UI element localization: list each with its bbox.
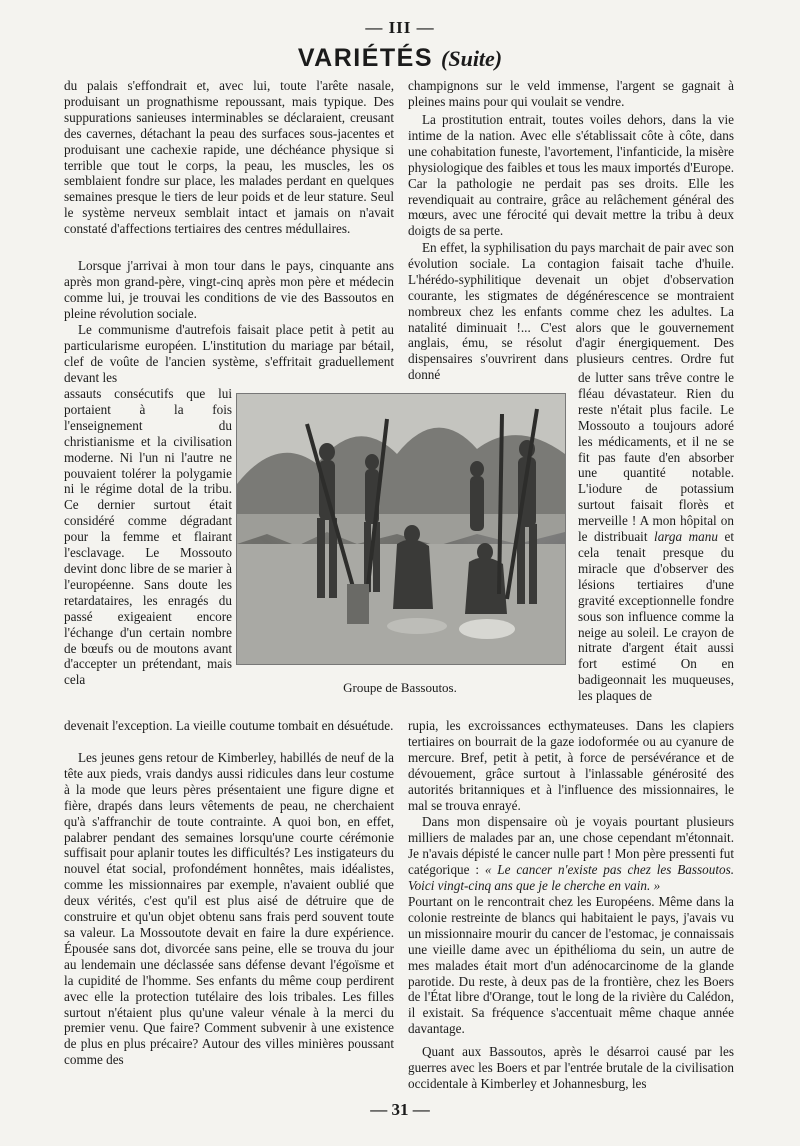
right-paragraph-2: La prostitution entrait, toutes voiles dehors, dans la vie intime de la nation. Avec elle s'établissait côte à côte, dans une cohabitation funeste, l'avortement, l'infanticide, la misère physiologique des faibles et tous les maux importés d'Europe. Car la pathologie ne perdait pas ses droits. Elle les revendiquait au contraire, grâce au relâchement général des mœurs, avec une férocité qui devait mettre la tribu à deux doigts de sa perte.: [408, 112, 734, 239]
right-paragraph-5: [408, 814, 734, 894]
title-text: VARIÉTÉS: [297, 44, 434, 72]
page-title: [0, 44, 800, 73]
right-paragraph-4: rupia, les excroissances ecthymateuses. Dans les clapiers tertiaires on bourrait de la gaze iodoformée ou au cyanure de mercure. Bref, petit à petit, à force de persévérance et de dévouement, grâce surtout à l'inlassable générosité des autorités britanniques et à l'influence des missionnaires, le mal se trouva enrayé.: [408, 718, 734, 813]
page-number: — 31 —: [370, 1100, 430, 1119]
right-narrow-paragraph: [578, 370, 734, 704]
right-paragraph-1: champignons sur le veld immense, l'argent se gagnait à pleines mains pour qui voulait se vendre.: [408, 78, 734, 109]
right-paragraph-3: En effet, la syphilisation du pays marchait de pair avec son évolution sociale. La contagion faisait tache d'huile. L'hérédo-syphilitique devenait un objet d'observation courante, les stigmates de dégénérescence se montraient nombreux chez les enfants comme chez les adultes. La natalité diminuait !... C'est alors que le gouvernement anglais, ému, se résolut d'agir énergiquement. Des dispensaires s'ouvrirent dans plusieurs centres. Ordre fut donné: [408, 240, 734, 383]
left-paragraph-2: Lorsque j'arrivai à mon tour dans le pays, cinquante ans après mon grand-père, vingt-cinq après mon père et médecin comme lui, je trouvai les conditions de vie des Bassoutos en pleine révolution sociale.: [64, 258, 394, 321]
left-paragraph-3: Le communisme d'autrefois faisait place petit à petit au particularisme européen. L'institution du mariage par bétail, clef de voûte de l'ancien système, s'effritait graduellement devant les: [64, 322, 394, 385]
cancer-quote: « Le cancer n'existe pas chez les Bassoutos. Voici vingt-cinq ans que je le cherche en vain. »: [408, 861, 734, 893]
right-narrow-text-a: de lutter sans trêve contre le fléau dévastateur. Rien du reste n'était plus facile. Le Mossouto a toujours adoré les médicaments, et il ne se fit pas faute d'en absorber une quantité notable. L'iodure de potassium surtout faisait florès et merveille ! A mon hôpital on le distribuait: [578, 370, 734, 545]
right-paragraph-7: Quant aux Bassoutos, après le désarroi causé par les guerres avec les Boers et par l'entrée brutale de la civilisation occidentale à Kimberley et Johannesburg, les: [408, 1044, 734, 1091]
left-paragraph-1: du palais s'effondrait et, avec lui, toute l'arête nasale, produisant un prognathisme repoussant, mais typique. Des suppurations sanieuses interminables se déclaraient, creusant des cavernes, détachant la peau des surfaces sous-jacentes et produisant une cachexie rapide, une déchéance physique si terrible que tout le corps, la peau, les muscles, les os semblaient fondre sur place, les malades perdant en quelques semaines presque le tiers de leur poids et de leur stature. Seul le système nerveux semblait intact et jamais on n'avait constaté d'affections tertiaires des centres médullaires.: [64, 78, 394, 237]
title-suite: (Suite): [441, 46, 503, 71]
page-number-roman: — III —: [365, 18, 435, 37]
left-paragraph-5: Les jeunes gens retour de Kimberley, habillés de neuf de la tête aux pieds, vrais dandys aussi ridicules dans leur costume à la mode que leurs pères présentaient une figure digne et fière, drapés dans leurs vêtements de peau, ne cherchaient qu'à s'affranchir de toute contrainte. A quoi bon, en effet, palabrer pendant des semaines lorsqu'une courte cérémonie suffisait pour aplanir toutes les difficultés? Les instigateurs du nouvel état social, profondément honnêtes, mais idéalistes, comme les missionnaires par exemple, n'avaient oublié que deux vérités, c'est qu'il est plus aisé de détruire que de construire et qu'un objet obtenu sans frais perd souvent toute sa valeur. La Mossoutote devait en faire la dure expérience. Épousée sans dot, divorcée sans peine, elle se trouva du jour au lendemain une déclassée sans défense devant l'égoïsme et la cupidité de l'homme. Ses enfants du même coup perdirent avec elle la protection tutélaire des lois tribales. Les filles surtout n'étaient plus qu'une valeur vénale à la merci du premier venu. Que faire? Comment subvenir à une existence de plus en plus précaire? Autour des villes minières poussant comme des: [64, 750, 394, 1068]
left-paragraph-4: devenait l'exception. La vieille coutume tombait en désuétude.: [64, 718, 394, 733]
photo-illustration: [237, 394, 565, 664]
right-paragraph-5-text: Dans mon dispensaire où je voyais pourtant plusieurs milliers de malades par an, une chose cependant m'étonnait. Je n'avais dépisté le cancer nulle part ! Mon père pressenti fut catégorique :: [408, 814, 734, 877]
right-narrow-italic: larga manu: [654, 529, 718, 545]
right-narrow-text-b: et cela tenait presque du miracle que d'observer des lésions tertiaires d'une gravité exceptionnelle fondre sous son influence comme la neige au soleil. Le crayon de nitrate d'argent était aussi fort estimé On en badigeonnait les muqueuses, les plaques de: [578, 529, 734, 704]
bassoutos-group-photo: [236, 393, 566, 665]
photo-caption: Groupe de Bassoutos.: [343, 680, 457, 695]
right-paragraph-6: Pourtant on le rencontrait chez les Européens. Même dans la colonie restreinte de blancs qui habitaient le pays, j'avais vu un missionnaire mourir du cancer de l'estomac, je connaissais une vieille dame avec un épithélioma du sein, un autre de mes malades était mort d'un adénocarcinome de la glande parotide. Du reste, à deux pas de la frontière, chez les Boers de l'État libre d'Orange, tout le long de la rivière du Calédon, il existait. Sa fréquence s'accentuait même chaque année davantage.: [408, 894, 734, 1037]
left-narrow-paragraph: assauts consécutifs que lui portaient à la fois l'enseignement du christianisme et la civilisation moderne. Ni l'un ni l'autre ne pouvaient tolérer la polygamie ni le régime dotal de la tribu. Ce dernier surtout était considéré comme dégradant pour la femme et flairant l'esclavage. Le Mossouto devint donc libre de se marier à l'européenne. Sans doute les retardataires, les enragés du passé exigeaient encore l'échange d'un certain nombre de bœufs ou de moutons avant d'accepter un prétendant, mais cela: [64, 386, 232, 688]
